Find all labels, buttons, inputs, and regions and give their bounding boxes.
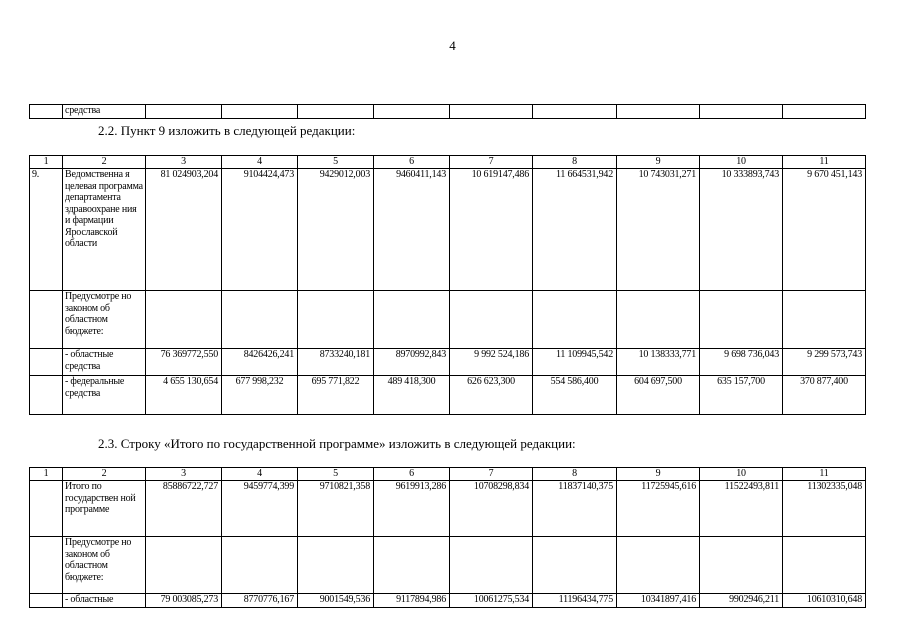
row-label: - федеральные средства (63, 376, 146, 415)
previous-table-fragment (29, 104, 866, 119)
column-number: 10 (700, 156, 783, 169)
value-cell: 10 333893,743 (700, 169, 783, 291)
row-label: - областные (63, 594, 146, 608)
value-cell: 10610310,648 (783, 594, 866, 608)
value-cell: 9117894,986 (374, 594, 450, 608)
value-cell (298, 291, 374, 349)
column-number: 1 (30, 468, 63, 481)
value-cell (374, 537, 450, 594)
value-cell (298, 537, 374, 594)
value-cell: 79 003085,273 (146, 594, 222, 608)
column-number: 5 (298, 468, 374, 481)
value-cell: 11725945,616 (617, 481, 700, 537)
value-cell (450, 291, 533, 349)
value-cell: 695 771,822 (298, 376, 374, 415)
value-cell: 85886722,727 (146, 481, 222, 537)
column-number: 8 (533, 468, 617, 481)
value-cell (700, 537, 783, 594)
value-cell: 9001549,536 (298, 594, 374, 608)
column-number: 9 (617, 468, 700, 481)
column-number: 3 (146, 468, 222, 481)
column-number: 9 (617, 156, 700, 169)
value-cell (222, 291, 298, 349)
value-cell: 9104424,473 (222, 169, 298, 291)
column-number: 6 (374, 156, 450, 169)
column-number: 2 (63, 156, 146, 169)
column-number: 4 (222, 156, 298, 169)
value-cell (533, 537, 617, 594)
column-number: 10 (700, 468, 783, 481)
value-cell (222, 537, 298, 594)
value-cell: 10061275,534 (450, 594, 533, 608)
row-label: Итого по государствен ной программе (63, 481, 146, 537)
section-heading-2-3: 2.3. Строку «Итого по государственной программе» изложить в следующей редакции: (98, 436, 576, 451)
column-number: 2 (63, 468, 146, 481)
page-number: 4 (449, 38, 456, 53)
value-cell: 489 418,300 (374, 376, 450, 415)
value-cell: 677 998,232 (222, 376, 298, 415)
table-row (30, 481, 866, 537)
table-row (30, 349, 866, 376)
value-cell: 554 586,400 (533, 376, 617, 415)
value-cell: 81 024903,204 (146, 169, 222, 291)
column-number: 11 (783, 468, 866, 481)
value-cell: 9459774,399 (222, 481, 298, 537)
cell (30, 105, 63, 119)
column-number: 8 (533, 156, 617, 169)
value-cell (617, 291, 700, 349)
value-cell: 370 877,400 (783, 376, 866, 415)
row-number (30, 537, 63, 594)
value-cell: 10 619147,486 (450, 169, 533, 291)
table-row (30, 169, 866, 291)
table-row (30, 291, 866, 349)
value-cell: 604 697,500 (617, 376, 700, 415)
column-number: 6 (374, 468, 450, 481)
section-heading-2-2: 2.2. Пункт 9 изложить в следующей редакции: (98, 123, 356, 138)
value-cell: 626 623,300 (450, 376, 533, 415)
value-cell: 4 655 130,654 (146, 376, 222, 415)
value-cell: 11302335,048 (783, 481, 866, 537)
value-cell: 11522493,811 (700, 481, 783, 537)
value-cell (783, 291, 866, 349)
value-cell: 8733240,181 (298, 349, 374, 376)
value-cell: 10 138333,771 (617, 349, 700, 376)
value-cell: 9460411,143 (374, 169, 450, 291)
value-cell: 9429012,003 (298, 169, 374, 291)
value-cell (700, 291, 783, 349)
value-cell: 11196434,775 (533, 594, 617, 608)
value-cell (450, 537, 533, 594)
value-cell (374, 291, 450, 349)
row-label: - областные средства (63, 349, 146, 376)
row-label: Предусмотре но законом об областном бюджете: (63, 537, 146, 594)
value-cell: 76 369772,550 (146, 349, 222, 376)
value-cell: 8426426,241 (222, 349, 298, 376)
column-number: 4 (222, 468, 298, 481)
row-label: Ведомственна я целевая программа департамента здравоохране ния и фармации Ярославской области (63, 169, 146, 291)
value-cell (146, 537, 222, 594)
row-number: 9. (30, 169, 63, 291)
column-number: 7 (450, 468, 533, 481)
column-number-row (30, 156, 866, 169)
table-row (30, 537, 866, 594)
value-cell: 9 698 736,043 (700, 349, 783, 376)
row-number (30, 376, 63, 415)
value-cell: 11837140,375 (533, 481, 617, 537)
value-cell (617, 537, 700, 594)
row-label: Предусмотре но законом об областном бюджете: (63, 291, 146, 349)
value-cell: 9619913,286 (374, 481, 450, 537)
row-label: средства (63, 105, 146, 119)
table-row (30, 376, 866, 415)
value-cell: 11 664531,942 (533, 169, 617, 291)
column-number: 1 (30, 156, 63, 169)
value-cell: 11 109945,542 (533, 349, 617, 376)
row-number (30, 481, 63, 537)
value-cell: 10341897,416 (617, 594, 700, 608)
value-cell (533, 291, 617, 349)
table-section-2-2 (29, 155, 866, 415)
value-cell (783, 537, 866, 594)
column-number-row (30, 468, 866, 481)
row-number (30, 291, 63, 349)
row-number (30, 594, 63, 608)
value-cell: 9 992 524,186 (450, 349, 533, 376)
value-cell: 10708298,834 (450, 481, 533, 537)
value-cell: 9 670 451,143 (783, 169, 866, 291)
value-cell (146, 291, 222, 349)
column-number: 11 (783, 156, 866, 169)
table-section-2-3 (29, 467, 866, 608)
value-cell: 9710821,358 (298, 481, 374, 537)
column-number: 7 (450, 156, 533, 169)
table-row (30, 594, 866, 608)
row-number (30, 349, 63, 376)
value-cell: 10 743031,271 (617, 169, 700, 291)
value-cell: 9902946,211 (700, 594, 783, 608)
value-cell: 635 157,700 (700, 376, 783, 415)
column-number: 3 (146, 156, 222, 169)
value-cell: 9 299 573,743 (783, 349, 866, 376)
value-cell: 8770776,167 (222, 594, 298, 608)
value-cell: 8970992,843 (374, 349, 450, 376)
column-number: 5 (298, 156, 374, 169)
